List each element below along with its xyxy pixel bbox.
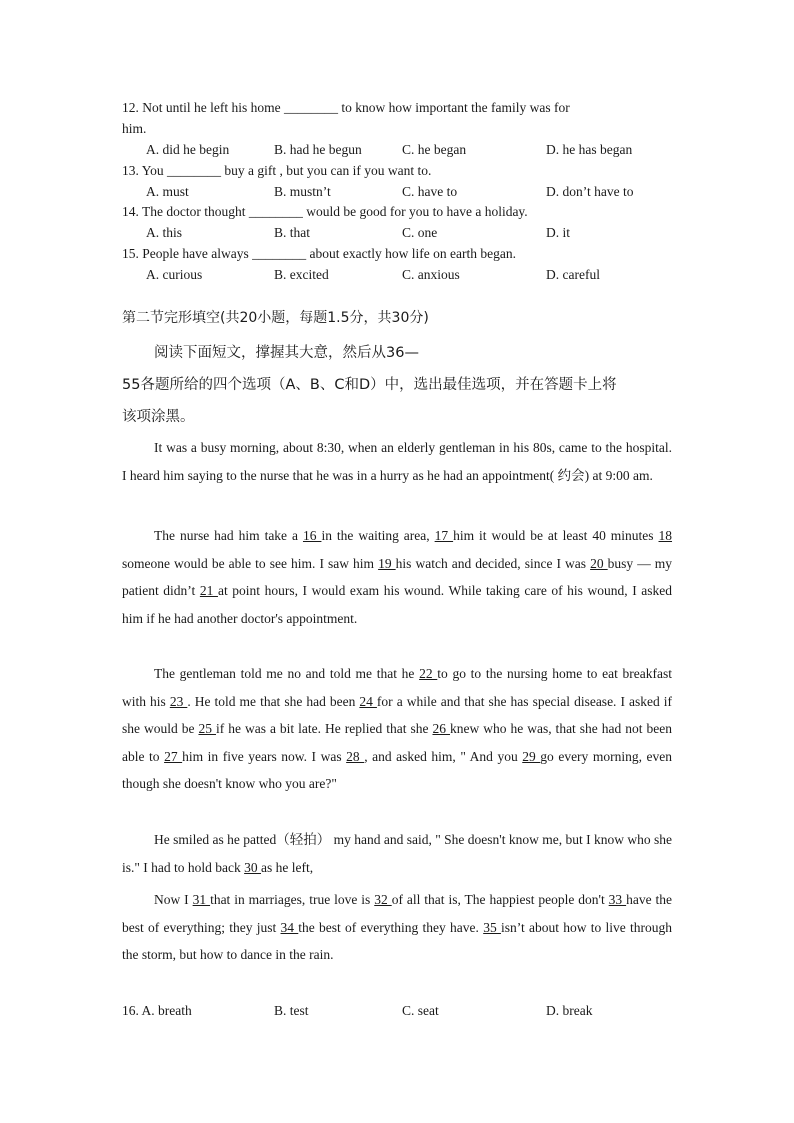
blank-25: 25 xyxy=(198,721,216,737)
q14-option-b: B. that xyxy=(274,225,310,240)
q13-option-b: B. mustn’t xyxy=(274,184,331,199)
question-13-stem: 13. You ________ buy a gift , but you can if you want to. xyxy=(122,163,432,178)
question-12-stem-cont: him. xyxy=(122,121,147,136)
p3-text-g: him in five years now. I was xyxy=(182,748,347,764)
blank-19: 19 xyxy=(378,555,396,571)
p3-text-c: . He told me that she had been xyxy=(187,693,360,709)
q12-option-b: B. had he begun xyxy=(274,142,362,157)
q15-option-c: C. anxious xyxy=(402,267,460,282)
p5-text-f: isn’t about how to live through the storm, but how to dance in the rain. xyxy=(122,919,672,963)
p5-text-d: have the best of everything; they just xyxy=(122,892,673,935)
q12-option-c: C. he began xyxy=(402,142,467,157)
blank-20: 20 xyxy=(590,555,608,571)
p4-text-a: He smiled as he patted（轻拍） my hand and said, " She doesn't know me, but I know who she is." I had to hold back xyxy=(122,832,672,875)
blank-28: 28 xyxy=(346,748,365,764)
blank-18: 18 xyxy=(658,528,673,543)
question-14-stem: 14. The doctor thought ________ would be good for you to have a holiday. xyxy=(122,204,528,219)
question-15-stem: 15. People have always ________ about exactly how life on earth began. xyxy=(122,246,517,261)
blank-16: 16 xyxy=(302,528,322,543)
q14-option-a: A. this xyxy=(146,225,183,240)
p3-text-b: to go to the nursing home to eat breakfast with his xyxy=(122,666,673,709)
p2-text-f: busy — my patient didn’t xyxy=(122,555,673,599)
blank-24: 24 xyxy=(359,693,377,709)
blank-29: 29 xyxy=(522,748,541,764)
p3-text-i: go every morning, even though she doesn't know who you are?" xyxy=(122,748,672,792)
section-instruction-line1: 阅读下面短文，撑握其大意，然后从36— xyxy=(154,345,419,361)
blank-21: 21 xyxy=(199,583,218,599)
blank-32: 32 xyxy=(374,892,392,907)
section-instruction-line3: 该项涂黑。 xyxy=(122,409,195,425)
p3-text-d: for a while and that she has special disease. I asked if she would be xyxy=(122,693,672,737)
p5-text-b: that in marriages, true love is xyxy=(210,892,375,907)
p3-text-e: if he was a bit late. He replied that she xyxy=(215,721,433,737)
p2-text-b: in the waiting area, xyxy=(321,528,435,543)
passage-paragraph-1 xyxy=(122,434,672,489)
q16-option-a: 16. A. breath xyxy=(122,1003,192,1018)
passage-paragraph-3 xyxy=(122,660,672,798)
p3-text-f: knew who he was, that she had not been able to xyxy=(122,721,673,764)
blank-30: 30 xyxy=(244,859,261,875)
q12-option-a: A. did he begin xyxy=(146,142,230,157)
p2-text-e: his watch and decided, since I was xyxy=(395,555,591,571)
q15-option-d: D. careful xyxy=(546,267,600,282)
blank-17: 17 xyxy=(434,528,454,543)
p2-text-g: at point hours, I would exam his wound. While taking care of his wound, I asked him if he had another doctor's appointment. xyxy=(122,583,672,626)
q16-option-b: B. test xyxy=(274,1003,309,1018)
p2-text-d: someone would be able to see him. I saw him xyxy=(122,555,379,571)
q15-option-b: B. excited xyxy=(274,267,329,282)
p5-text-c: of all that is, The happiest people don't xyxy=(391,892,609,907)
passage-paragraph-2 xyxy=(122,522,672,632)
question-12-stem: 12. Not until he left his home ________ to know how important the family was for xyxy=(122,100,570,115)
blank-31: 31 xyxy=(192,892,211,907)
q15-option-a: A. curious xyxy=(146,267,203,282)
blank-22: 22 xyxy=(419,666,438,681)
blank-26: 26 xyxy=(432,721,450,737)
q16-option-d: D. break xyxy=(546,1003,593,1018)
q13-option-d: D. don’t have to xyxy=(546,184,634,199)
p5-text-a: Now I xyxy=(154,892,193,907)
blank-33: 33 xyxy=(608,892,627,907)
q14-option-c: C. one xyxy=(402,225,438,240)
p3-text-h: , and asked him, " And you xyxy=(364,748,523,764)
q14-option-d: D. it xyxy=(546,225,571,240)
q12-option-d: D. he has began xyxy=(546,142,633,157)
q16-option-c: C. seat xyxy=(402,1003,439,1018)
blank-23: 23 xyxy=(169,693,188,709)
q13-option-a: A. must xyxy=(146,184,189,199)
blank-35: 35 xyxy=(483,919,501,935)
p3-text-a: The gentleman told me no and told me that he xyxy=(154,666,420,681)
section-instruction-line2: 55各题所给的四个选项（A、B、C和D）中，选出最佳选项，并在答题卡上将 xyxy=(122,377,617,393)
blank-27: 27 xyxy=(164,748,183,764)
blank-34: 34 xyxy=(280,919,299,935)
p4-text-b: as he left, xyxy=(261,859,314,875)
p2-text-a: The nurse had him take a xyxy=(154,528,303,543)
section-title: 第二节完形填空(共20小题，每题1.5分，共30分) xyxy=(122,310,429,326)
p5-text-e: the best of everything they have. xyxy=(298,919,484,935)
passage-paragraph-4 xyxy=(122,826,672,881)
paragraph-1-text: It was a busy morning, about 8:30, when an elderly gentleman in his 80s, came to the hospital. I heard him saying to the nurse that he was in a hurry as he had an appointment( 约会) at 9:00 am. xyxy=(122,440,672,483)
passage-paragraph-5 xyxy=(122,886,672,969)
p2-text-c: him it would be at least 40 minutes xyxy=(453,528,659,543)
q13-option-c: C. have to xyxy=(402,184,458,199)
